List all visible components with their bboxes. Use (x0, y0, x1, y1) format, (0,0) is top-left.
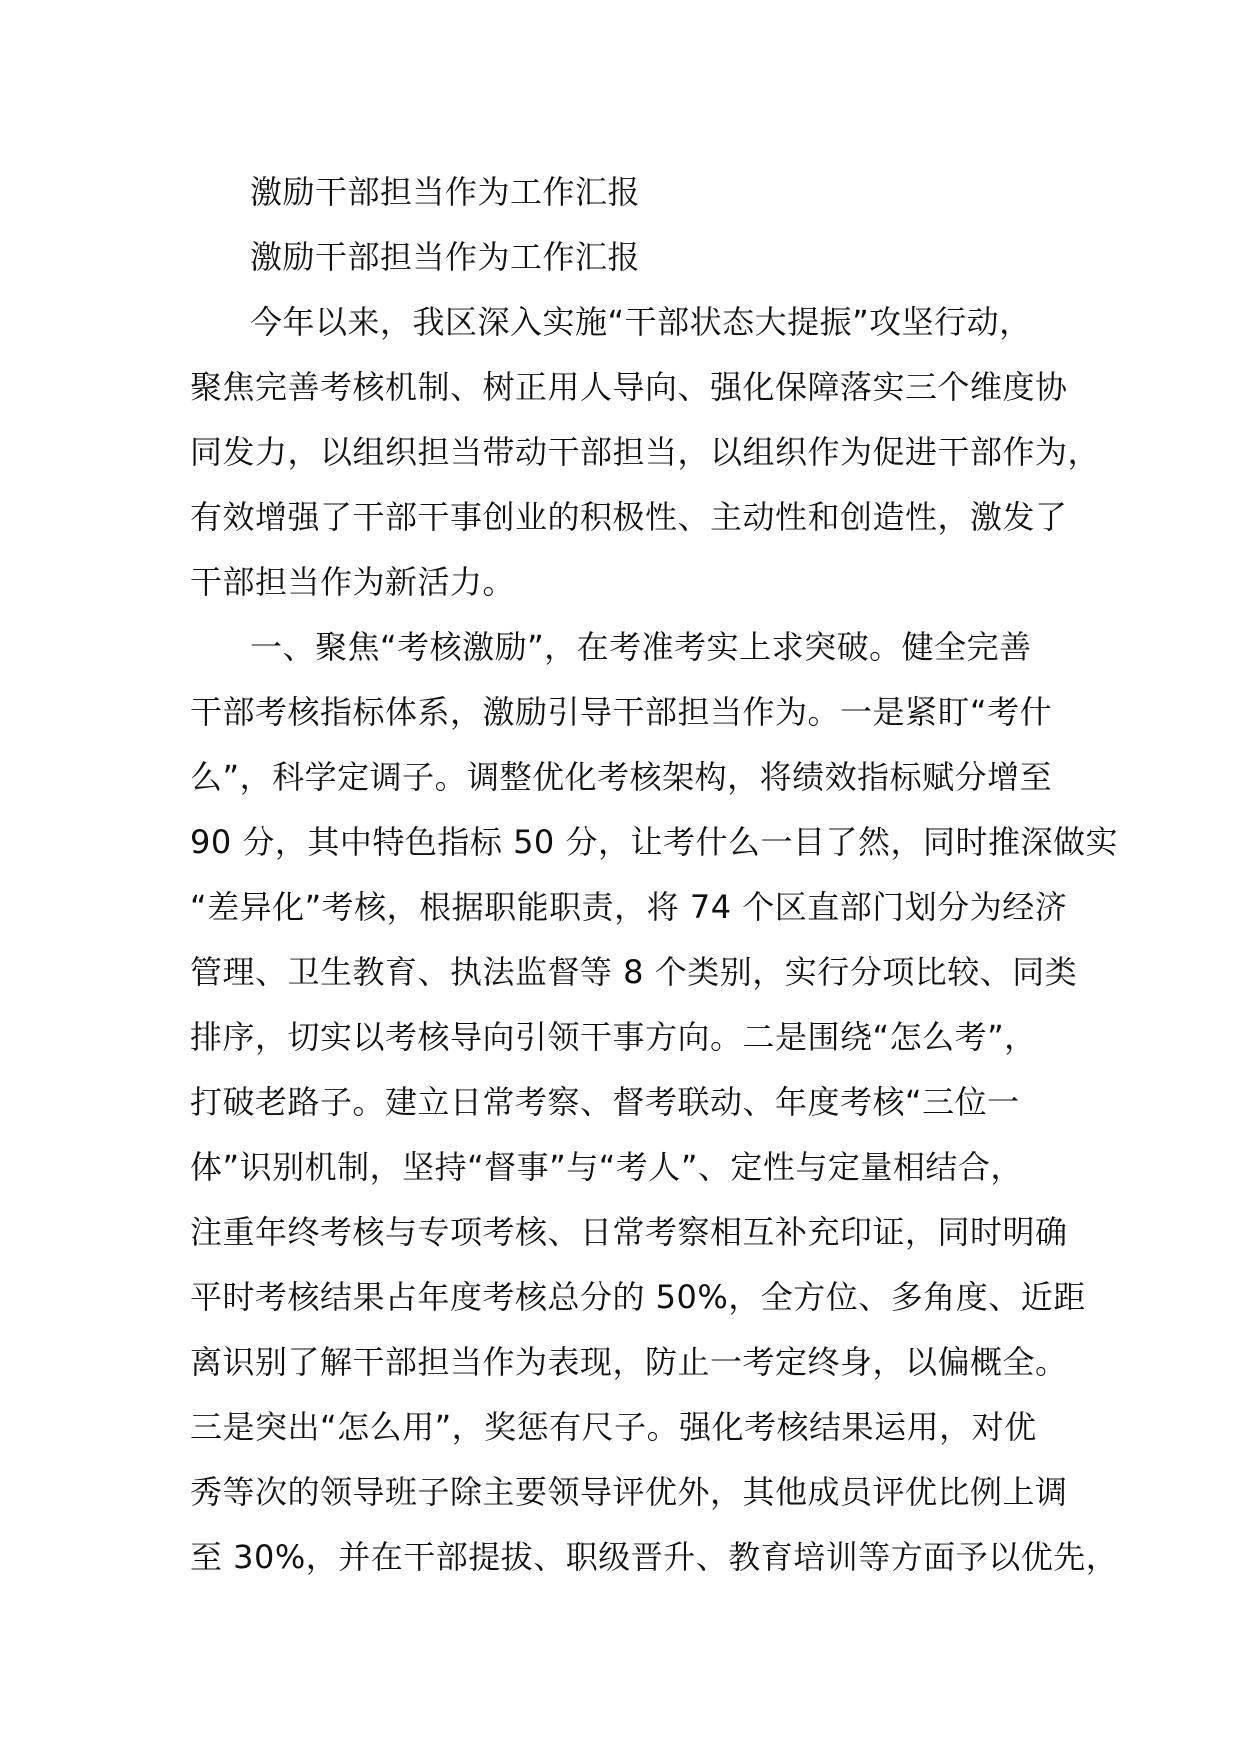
text-line: 秀等次的领导班子除主要领导评优外，其他成员评优比例上调 (190, 1473, 1068, 1511)
text-line: 么”，科学定调子。调整优化考核架构，将绩效指标赋分增至 (190, 758, 1053, 796)
document-subtitle: 激励干部担当作为工作汇报 (250, 238, 641, 276)
text-line: 三是突出“怎么用”，奖惩有尺子。强化考核结果运用，对优 (190, 1408, 1037, 1446)
text-line: 今年以来，我区深入实施“干部状态大提振”攻坚行动， (250, 303, 1032, 341)
text-line: 同发力，以组织担当带动干部担当，以组织作为促进干部作为， (190, 433, 1101, 471)
paragraph-intro (190, 290, 1101, 615)
text-line: 管理、卫生教育、执法监督等 8 个类别，实行分项比较、同类 (190, 953, 1078, 991)
text-line: 干部考核指标体系，激励引导干部担当作为。一是紧盯“考什 (190, 693, 1053, 731)
text-line: “差异化”考核，根据职能职责，将 74 个区直部门划分为经济 (190, 888, 1068, 926)
text-line: 注重年终考核与专项考核、日常考察相互补充印证，同时明确 (190, 1213, 1068, 1251)
text-line: 体”识别机制，坚持“督事”与“考人”、定性与定量相结合， (190, 1148, 1023, 1186)
text-line: 有效增强了干部干事创业的积极性、主动性和创造性，激发了 (190, 498, 1068, 536)
text-line: 平时考核结果占年度考核总分的 50%，全方位、多角度、近距 (190, 1278, 1086, 1316)
paragraph-section-one (190, 615, 1119, 1590)
text-line: 一、聚焦“考核激励”，在考准考实上求突破。健全完善 (250, 628, 1032, 666)
document-body (190, 160, 1119, 1590)
text-line: 打破老路子。建立日常考察、督考联动、年度考核“三位一 (190, 1083, 1020, 1121)
text-line: 离识别了解干部担当作为表现，防止一考定终身，以偏概全。 (190, 1343, 1068, 1381)
text-line: 排序，切实以考核导向引领干事方向。二是围绕“怎么考”， (190, 1018, 1037, 1056)
document-title: 激励干部担当作为工作汇报 (250, 173, 641, 211)
text-line: 至 30%，并在干部提拔、职级晋升、教育培训等方面予以优先， (190, 1538, 1119, 1576)
text-line: 聚焦完善考核机制、树正用人导向、强化保障落实三个维度协 (190, 368, 1068, 406)
text-line: 90 分，其中特色指标 50 分，让考什么一目了然，同时推深做实 (190, 823, 1118, 861)
text-line: 干部担当作为新活力。 (190, 563, 516, 601)
